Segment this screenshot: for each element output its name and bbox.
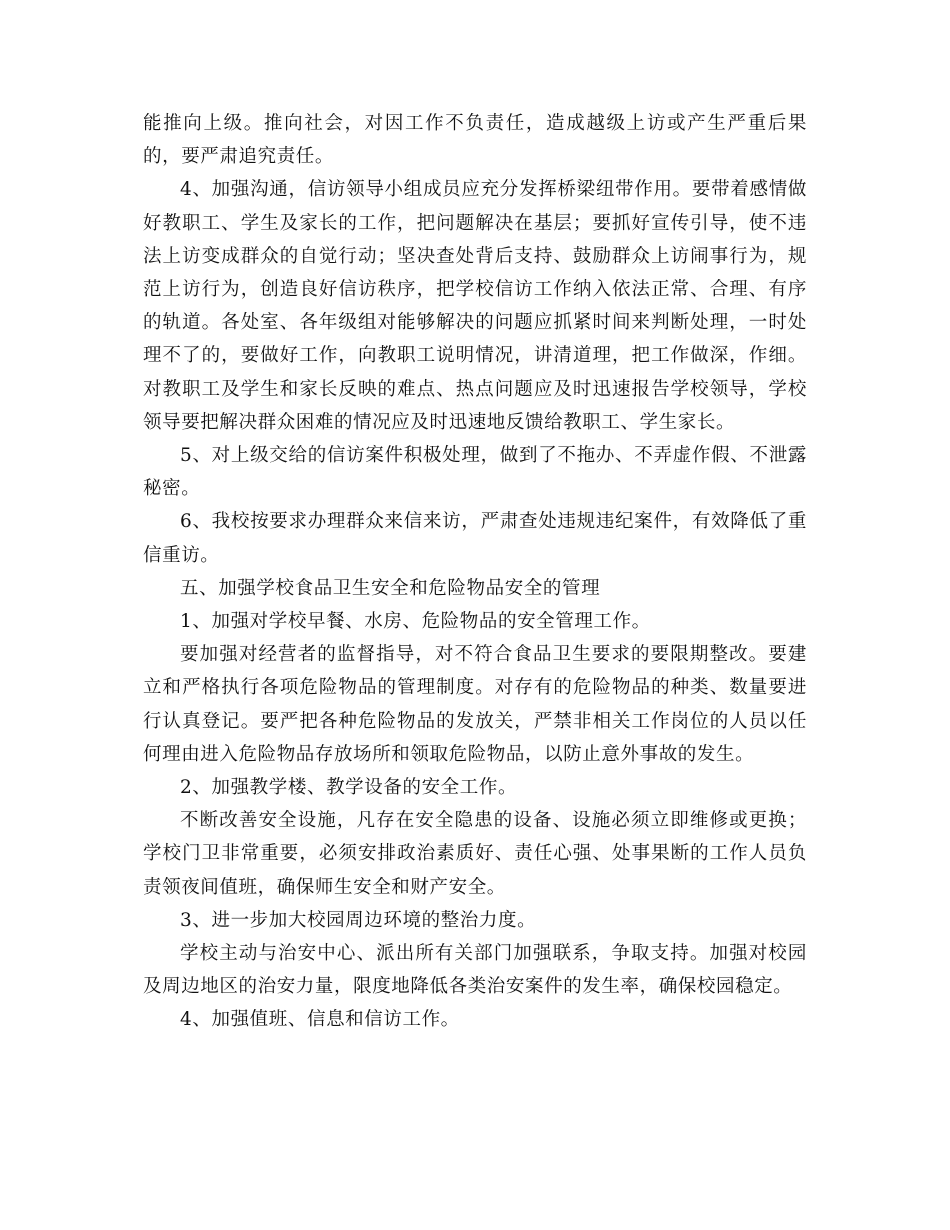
paragraph-continuation: 能推向上级。推向社会，对因工作不负责任，造成越级上访或产生严重后果的，要严肃追究责任。 bbox=[143, 113, 807, 168]
section-heading-5: 五、加强学校食品卫生安全和危险物品安全的管理 bbox=[180, 577, 601, 599]
paragraph-building-safety: 不断改善安全设施，凡存在安全隐患的设备、设施必须立即维修或更换；学校门卫非常重要，必须安排政治素质好、责任心强、处事果断的工作人员负责领夜间值班，确保师生安全和财产安全。 bbox=[143, 810, 807, 898]
paragraph-food-safety: 要加强对经营者的监督指导，对不符合食品卫生要求的要限期整改。要建立和严格执行各项危险物品的管理制度。对存有的危险物品的种类、数量要进行认真登记。要严把各种危险物品的发放关，严禁非相关工作岗位的人员以任何理由进入危险物品存放场所和领取危险物品，以防止意外事故的发生。 bbox=[143, 644, 807, 765]
paragraph-campus-environment: 学校主动与治安中心、派出所有关部门加强联系，争取支持。加强对校园及周边地区的治安力量，限度地降低各类治安案件的发生率，确保校园稳定。 bbox=[143, 943, 807, 998]
paragraph-item-5-cases: 5、对上级交给的信访案件积极处理，做到了不拖办、不弄虚作假、不泄露秘密。 bbox=[143, 445, 807, 500]
subheading-1-food-safety: 1、加强对学校早餐、水房、危险物品的安全管理工作。 bbox=[180, 611, 651, 633]
subheading-4-duty-info: 4、加强值班、信息和信访工作。 bbox=[180, 1009, 460, 1031]
paragraph-item-6-visits: 6、我校按要求办理群众来信来访，严肃查处违规违纪案件，有效降低了重信重访。 bbox=[143, 511, 807, 566]
subheading-3-campus-environment: 3、进一步加大校园周边环境的整治力度。 bbox=[180, 909, 537, 931]
subheading-2-building-safety: 2、加强教学楼、教学设备的安全工作。 bbox=[180, 777, 518, 799]
paragraph-item-4-communication: 4、加强沟通，信访领导小组成员应充分发挥桥梁纽带作用。要带着感情做好教职工、学生及家长的工作，把问题解决在基层；要抓好宣传引导，使不违法上访变成群众的自觉行动；坚决查处背后支持、鼓励群众上访闹事行为，规范上访行为，创造良好信访秩序，把学校信访工作纳入依法正常、合理、有序的轨道。各处室、各年级组对能够解决的问题应抓紧时间来判断处理，一时处理不了的，要做好工作，向教职工说明情况，讲清道理，把工作做深，作细。对教职工及学生和家长反映的难点、热点问题应及时迅速报告学校领导，学校领导要把解决群众困难的情况应及时迅速地反馈给教职工、学生家长。 bbox=[143, 179, 807, 433]
document-body bbox=[143, 107, 807, 1037]
